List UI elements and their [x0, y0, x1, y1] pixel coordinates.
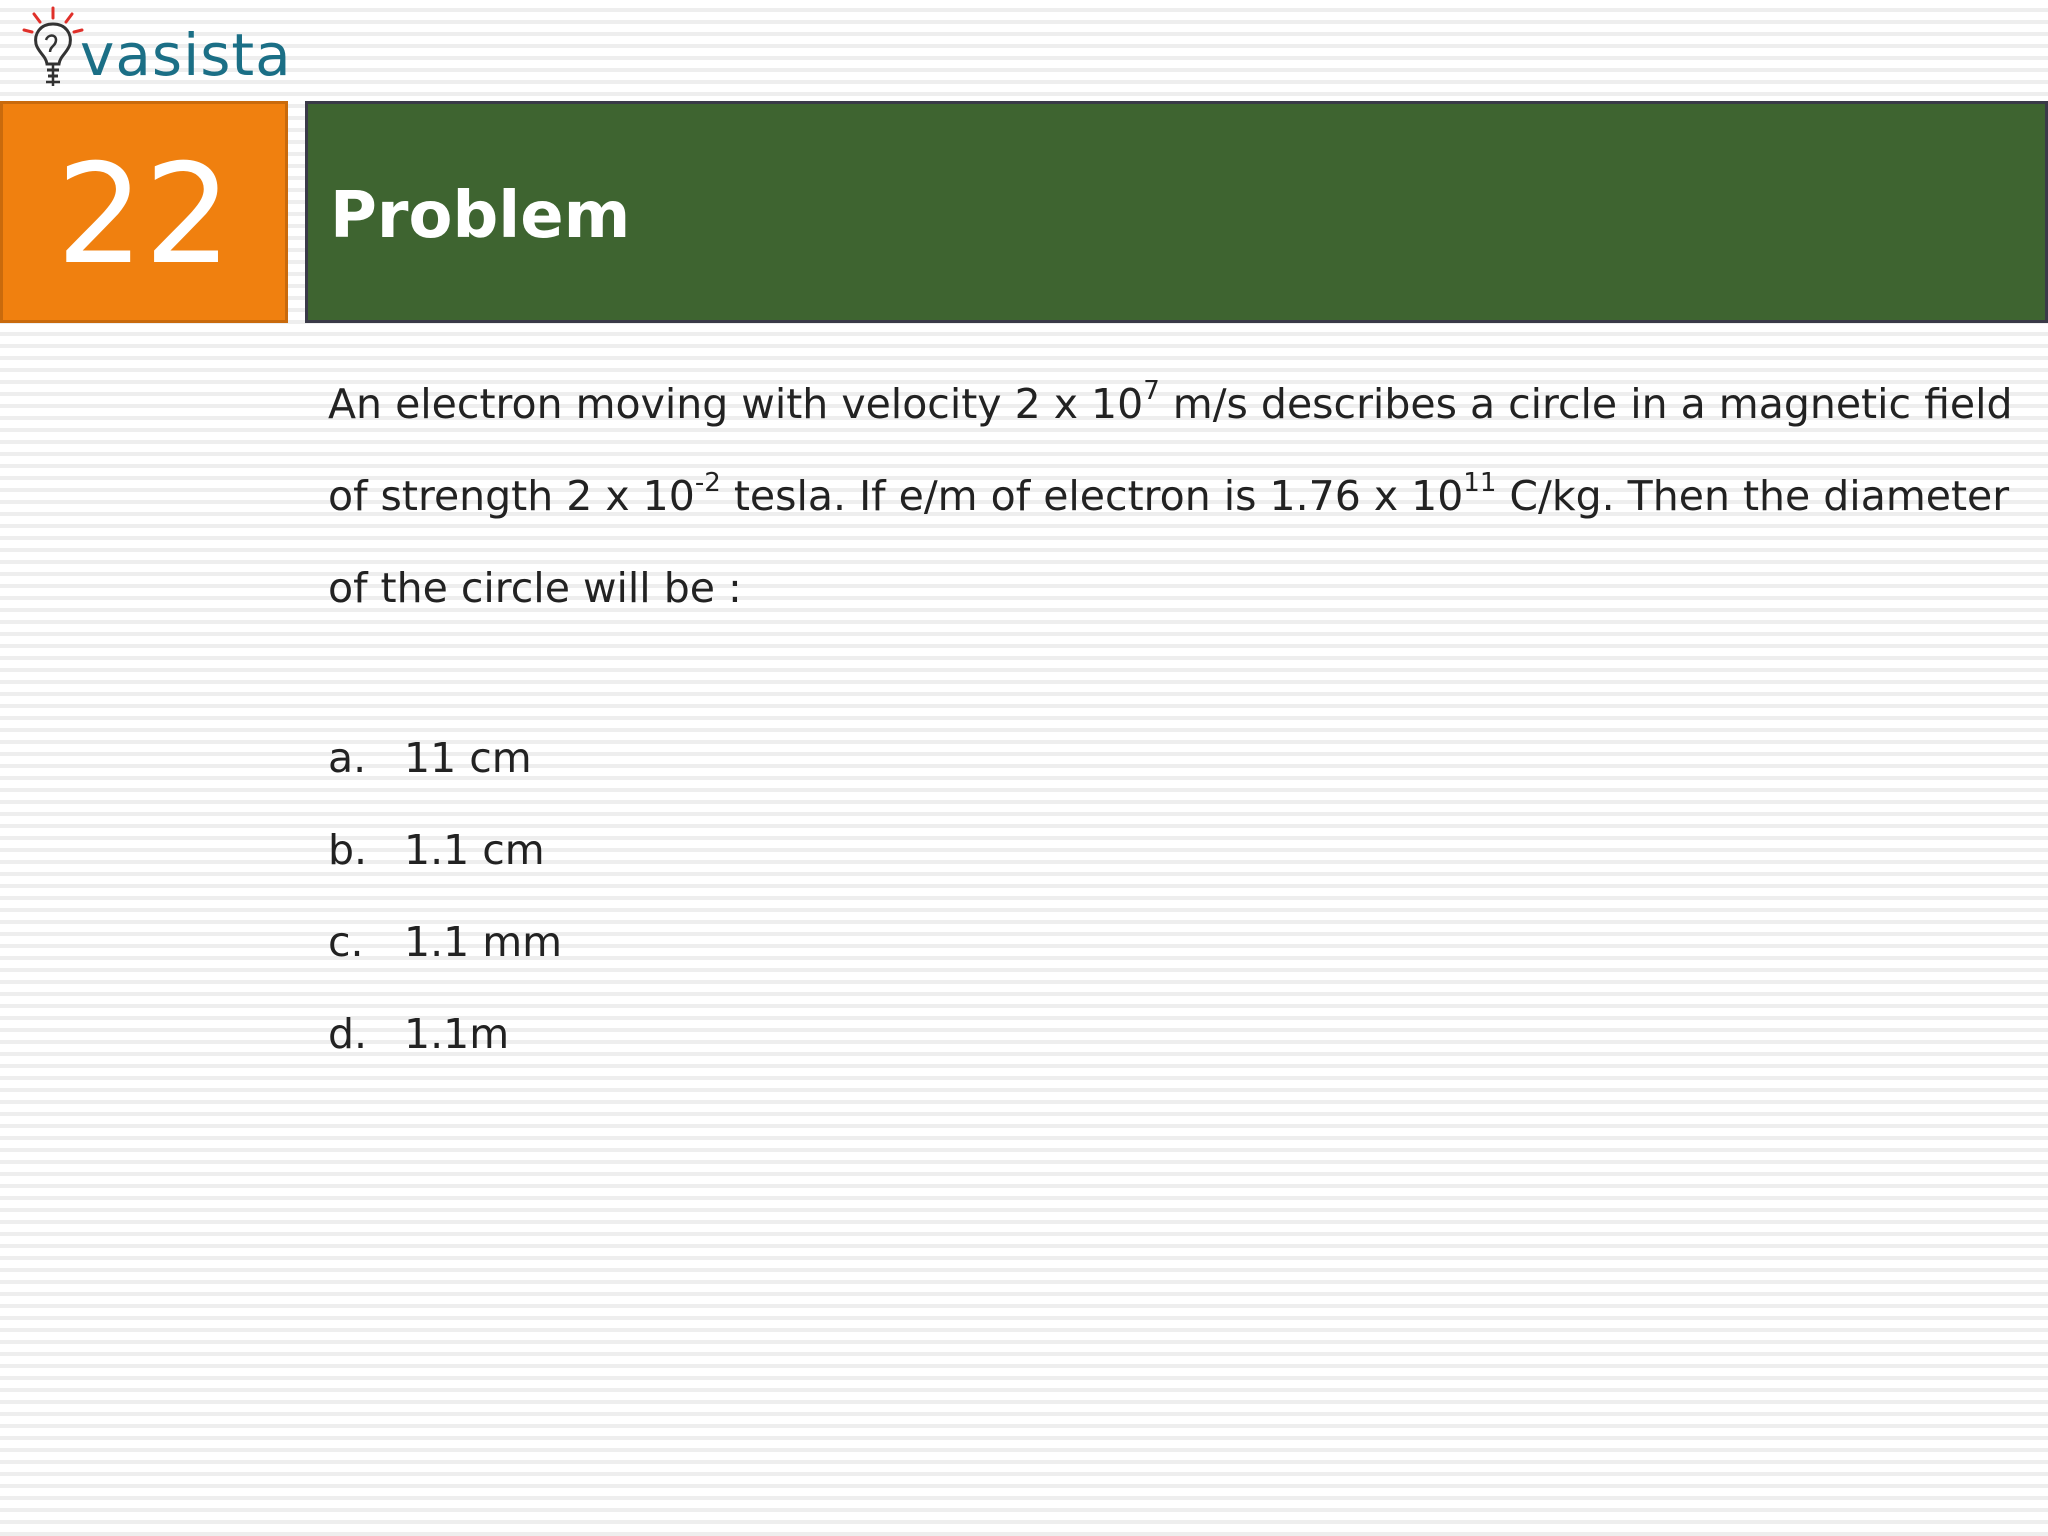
option-b[interactable]	[328, 804, 562, 896]
title-bar	[305, 101, 2048, 323]
question-superscript-3: 11	[1463, 468, 1497, 499]
question-part-2: m/s describes a circle in a magnetic field of strength 2 x 10	[328, 380, 2013, 520]
question-part-3: tesla. If e/m of electron is 1.76 x 10	[720, 472, 1464, 520]
option-text: 1.1 cm	[404, 826, 545, 874]
option-letter: d.	[328, 1010, 368, 1058]
slide-title: Problem	[330, 179, 631, 253]
question-part-1: An electron moving with velocity 2 x 10	[328, 380, 1144, 428]
logo-text: vasista	[80, 21, 292, 89]
question-superscript-1: 7	[1143, 376, 1160, 407]
question-part-4: C/kg. Then the diameter of the circle will be :	[328, 472, 2010, 612]
option-text: 11 cm	[404, 734, 532, 782]
option-text: 1.1 mm	[404, 918, 563, 966]
answer-options	[328, 712, 562, 1080]
slide-number-box	[0, 101, 288, 323]
slide-number: 22	[56, 134, 232, 295]
option-letter: b.	[328, 826, 368, 874]
question-superscript-2: -2	[694, 468, 721, 499]
question-text	[328, 358, 2028, 634]
vasista-logo	[20, 4, 290, 100]
option-text: 1.1m	[404, 1010, 510, 1058]
option-a[interactable]	[328, 712, 562, 804]
option-c[interactable]	[328, 896, 562, 988]
option-letter: a.	[328, 734, 367, 782]
option-letter: c.	[328, 918, 364, 966]
option-d[interactable]	[328, 988, 562, 1080]
